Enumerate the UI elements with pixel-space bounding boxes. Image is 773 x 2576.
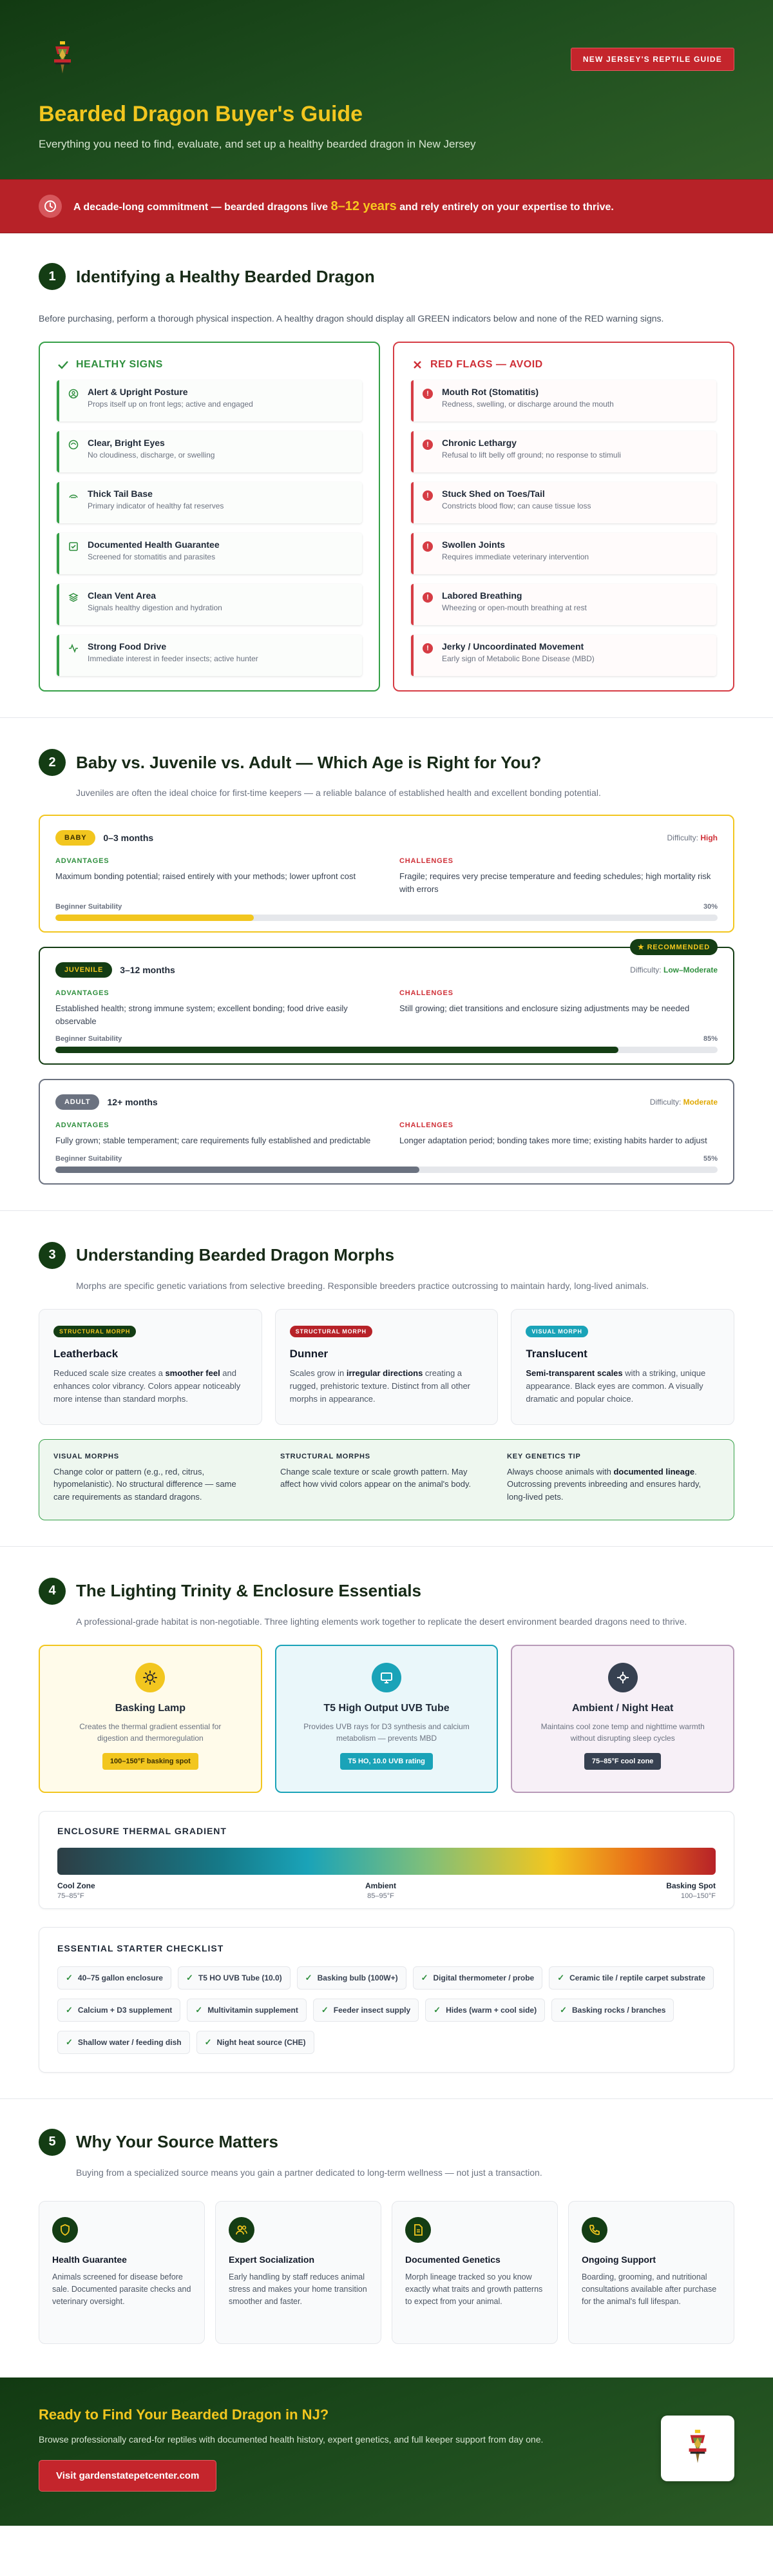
sun-icon bbox=[135, 1663, 165, 1692]
flag-description: Wheezing or open-mouth breathing at rest bbox=[442, 603, 587, 612]
age-range: 12+ months bbox=[107, 1097, 158, 1107]
sign-description: Screened for stomatitis and parasites bbox=[88, 552, 216, 561]
alert-icon: ! bbox=[421, 642, 434, 655]
starter-checklist-card bbox=[39, 1927, 734, 2073]
clock-icon bbox=[39, 195, 62, 218]
morph-type-tag: STRUCTURAL MORPH bbox=[290, 1326, 372, 1337]
age-card-adult bbox=[39, 1079, 734, 1185]
advantages-text: Established health; strong immune system; excellent bonding; food drive easily observable bbox=[55, 1003, 348, 1026]
difficulty: Difficulty: Moderate bbox=[649, 1098, 718, 1107]
sign-title: Clear, Bright Eyes bbox=[88, 438, 165, 448]
alert-icon: ! bbox=[421, 540, 434, 553]
challenges-label: CHALLENGES bbox=[399, 989, 453, 997]
flag-title: Labored Breathing bbox=[442, 590, 522, 601]
suitability-value: 85% bbox=[703, 1035, 718, 1043]
suitability-label: Beginner Suitability bbox=[55, 1154, 122, 1163]
thermal-gradient-card bbox=[39, 1811, 734, 1909]
eye-icon bbox=[67, 438, 80, 451]
suitability-bar bbox=[55, 915, 718, 921]
red-flag-item bbox=[411, 380, 716, 421]
alert-icon: ! bbox=[421, 591, 434, 604]
recommended-badge: ★ RECOMMENDED bbox=[630, 939, 718, 955]
check-icon: ✓ bbox=[66, 1972, 73, 1982]
checklist-item: ✓ Feeder insect supply bbox=[313, 1999, 419, 2022]
healthy-sign-item bbox=[57, 482, 362, 523]
gradient-label-basking: Basking Spot 100–150°F bbox=[666, 1881, 716, 1900]
why-card-desc: Boarding, grooming, and nutritional consultations available after purchase for the animal's full lifespan. bbox=[582, 2272, 717, 2307]
tail-icon bbox=[67, 489, 80, 502]
morph-card-translucent bbox=[511, 1309, 734, 1425]
age-pill: JUVENILE bbox=[55, 962, 112, 978]
advantages-text: Fully grown; stable temperament; care requirements fully established and predictable bbox=[55, 1136, 371, 1145]
suitability-fill bbox=[55, 1047, 618, 1053]
section-number: 1 bbox=[39, 263, 66, 290]
checklist-item: ✓ Night heat source (CHE) bbox=[196, 2031, 314, 2054]
section-description: Juveniles are often the ideal choice for first-time keepers — a reliable balance of established health and excellent bonding potential. bbox=[76, 788, 601, 798]
morph-name: Translucent bbox=[526, 1347, 587, 1360]
alert-icon: ! bbox=[421, 438, 434, 451]
light-spec-badge: T5 HO, 10.0 UVB rating bbox=[340, 1753, 433, 1770]
crosshair-icon bbox=[608, 1663, 638, 1692]
document-check-icon bbox=[67, 540, 80, 553]
suitability-label: Beginner Suitability bbox=[55, 903, 122, 911]
checklist-item: ✓ T5 HO UVB Tube (10.0) bbox=[178, 1966, 291, 1990]
flag-description: Redness, swelling, or discharge around the mouth bbox=[442, 400, 614, 409]
light-spec-badge: 75–85°F cool zone bbox=[584, 1753, 662, 1770]
check-icon: ✓ bbox=[195, 2004, 203, 2015]
section-lighting bbox=[0, 1547, 773, 2098]
why-card-desc: Animals screened for disease before sale. Documented parasite checks and veterinary oversight. bbox=[52, 2272, 191, 2307]
lifespan-highlight: 8–12 years bbox=[330, 199, 397, 213]
healthy-sign-item bbox=[57, 431, 362, 472]
suitability-fill bbox=[55, 915, 254, 921]
page-subtitle: Everything you need to find, evaluate, and set up a healthy bearded dragon in New Jersey bbox=[39, 138, 476, 150]
cta-title: Ready to Find Your Bearded Dragon in NJ? bbox=[39, 2406, 329, 2423]
morph-description: Semi-transparent scales with a striking, unique appearance. Black eyes are common. A visually dramatic and popular choice. bbox=[526, 1368, 706, 1404]
challenges-label: CHALLENGES bbox=[399, 1121, 453, 1129]
dragon-logo-card bbox=[661, 2416, 734, 2481]
monitor-icon bbox=[372, 1663, 401, 1692]
red-flags-panel bbox=[393, 342, 734, 692]
why-card-socialization bbox=[215, 2201, 381, 2344]
flag-title: Chronic Lethargy bbox=[442, 438, 517, 448]
section-description: A professional-grade habitat is non-negotiable. Three lighting elements work together to replicate the desert environment bearded dragons need to thrive. bbox=[76, 1616, 687, 1627]
challenges-text: Longer adaptation period; bonding takes more time; existing habits harder to adjust bbox=[399, 1136, 707, 1145]
challenges-text: Fragile; requires very precise temperature and feeding schedules; high mortality risk with errors bbox=[399, 871, 711, 894]
why-card-desc: Early handling by staff reduces animal stress and makes your home transition smoother and faster. bbox=[229, 2272, 367, 2307]
phone-icon bbox=[582, 2217, 607, 2243]
flag-title: Jerky / Uncoordinated Movement bbox=[442, 641, 584, 652]
banner-text: A decade-long commitment — bearded dragons live 8–12 years and rely entirely on your expertise to thrive. bbox=[73, 199, 614, 213]
difficulty: Difficulty: High bbox=[667, 833, 718, 842]
healthy-signs-panel bbox=[39, 342, 380, 692]
healthy-sign-item bbox=[57, 533, 362, 574]
check-icon: ✓ bbox=[421, 1972, 428, 1982]
healthy-sign-item bbox=[57, 380, 362, 421]
why-card-desc: Morph lineage tracked so you know exactly what traits and growth patterns to expect from your animal. bbox=[405, 2272, 543, 2307]
checklist-item: ✓ Basking rocks / branches bbox=[551, 1999, 674, 2022]
checklist-item: ✓ Multivitamin supplement bbox=[187, 1999, 307, 2022]
section-description: Buying from a specialized source means you gain a partner dedicated to long-term wellness — not just a transaction. bbox=[76, 2167, 542, 2178]
light-description: Maintains cool zone temp and nighttime warmth without disrupting sleep cycles bbox=[540, 1721, 705, 1743]
flag-description: Early sign of Metabolic Bone Disease (MBD) bbox=[442, 654, 595, 663]
morph-card-dunner bbox=[275, 1309, 499, 1425]
sign-description: No cloudiness, discharge, or swelling bbox=[88, 450, 215, 460]
thermal-gradient-title: ENCLOSURE THERMAL GRADIENT bbox=[57, 1825, 227, 1836]
check-icon: ✓ bbox=[560, 2004, 568, 2015]
healthy-signs-heading: HEALTHY SIGNS bbox=[76, 359, 163, 370]
check-icon bbox=[57, 358, 70, 371]
flag-title: Mouth Rot (Stomatitis) bbox=[442, 387, 539, 397]
morph-description: Reduced scale size creates a smoother feel and enhances color vibrancy. Colors appear noticeably more intense than standard morphs. bbox=[53, 1368, 241, 1404]
section-title: Baby vs. Juvenile vs. Adult — Which Age is Right for You? bbox=[76, 752, 542, 772]
section-source bbox=[0, 2099, 773, 2377]
light-title: Basking Lamp bbox=[115, 1702, 186, 1714]
check-icon: ✓ bbox=[321, 2004, 329, 2015]
sign-title: Clean Vent Area bbox=[88, 590, 157, 601]
morph-description: Scales grow in irregular directions creating a rugged, prehistoric texture. Distinct from all other morphs in appearance. bbox=[289, 1368, 471, 1404]
cta-footer bbox=[0, 2377, 773, 2526]
morph-type-tag: VISUAL MORPH bbox=[526, 1326, 587, 1337]
flag-description: Requires immediate veterinary intervention bbox=[442, 552, 589, 561]
flag-title: Swollen Joints bbox=[442, 539, 506, 550]
section-title: The Lighting Trinity & Enclosure Essentials bbox=[76, 1581, 421, 1600]
age-range: 0–3 months bbox=[103, 833, 154, 843]
shield-icon bbox=[52, 2217, 78, 2243]
hero-header bbox=[0, 0, 773, 179]
check-icon: ✓ bbox=[434, 2004, 441, 2015]
age-pill: BABY bbox=[55, 830, 95, 846]
challenges-label: CHALLENGES bbox=[399, 857, 453, 865]
gradient-label-ambient: Ambient 85–95°F bbox=[365, 1881, 396, 1900]
morph-type-tag: STRUCTURAL MORPH bbox=[53, 1326, 136, 1337]
light-description: Provides UVB rays for D3 synthesis and calcium metabolism — prevents MBD bbox=[303, 1721, 470, 1743]
checklist-item: ✓ Basking bulb (100W+) bbox=[297, 1966, 406, 1990]
dragon-logo bbox=[49, 40, 76, 79]
advantages-text: Maximum bonding potential; raised entirely with your methods; lower upfront cost bbox=[55, 871, 356, 881]
morph-info-title: KEY GENETICS TIP bbox=[507, 1452, 581, 1460]
red-flag-item bbox=[411, 533, 716, 574]
section-number: 5 bbox=[39, 2129, 66, 2156]
red-flags-heading: RED FLAGS — AVOID bbox=[430, 359, 543, 370]
alert-icon: ! bbox=[421, 489, 434, 502]
uvb-tube-card bbox=[275, 1645, 499, 1793]
light-description: Creates the thermal gradient essential for digestion and thermoregulation bbox=[79, 1721, 222, 1743]
red-flag-item bbox=[411, 482, 716, 523]
difficulty-level: Moderate bbox=[683, 1098, 718, 1107]
suitability-bar bbox=[55, 1167, 718, 1173]
document-icon bbox=[405, 2217, 431, 2243]
section-number: 2 bbox=[39, 749, 66, 776]
check-icon: ✓ bbox=[204, 2037, 212, 2047]
morph-info-text: Change color or pattern (e.g., red, citrus, hypomelanistic). No structural difference — same care requirements as standard dragons. bbox=[53, 1466, 236, 1502]
section-healthy-dragon bbox=[0, 233, 773, 717]
red-flag-item bbox=[411, 584, 716, 625]
section-title: Understanding Bearded Dragon Morphs bbox=[76, 1245, 395, 1264]
why-card-health bbox=[39, 2201, 205, 2344]
sign-title: Documented Health Guarantee bbox=[88, 539, 220, 550]
x-icon bbox=[411, 358, 424, 371]
difficulty-level: High bbox=[700, 833, 718, 842]
checklist-item: ✓ Hides (warm + cool side) bbox=[425, 1999, 545, 2022]
section-title: Identifying a Healthy Bearded Dragon bbox=[76, 266, 375, 286]
why-card-title: Health Guarantee bbox=[52, 2254, 127, 2265]
hero-badge: NEW JERSEY'S REPTILE GUIDE bbox=[571, 48, 734, 71]
section-title: Why Your Source Matters bbox=[76, 2132, 278, 2151]
suitability-label: Beginner Suitability bbox=[55, 1035, 122, 1043]
users-icon bbox=[229, 2217, 254, 2243]
red-flag-item bbox=[411, 635, 716, 676]
checklist-item: ✓ Ceramic tile / reptile carpet substrate bbox=[549, 1966, 714, 1990]
advantages-label: ADVANTAGES bbox=[55, 989, 110, 997]
difficulty-level: Low–Moderate bbox=[663, 965, 718, 974]
sign-description: Primary indicator of healthy fat reserves bbox=[88, 501, 224, 510]
cta-subtitle: Browse professionally cared-for reptiles with documented health history, expert genetics, and full keeper support from day one. bbox=[39, 2434, 544, 2445]
age-card-baby bbox=[39, 815, 734, 933]
sign-title: Thick Tail Base bbox=[88, 489, 153, 499]
layers-icon bbox=[67, 591, 80, 604]
section-description: Morphs are specific genetic variations from selective breeding. Responsible breeders practice outcrossing to maintain hardy, long-lived animals. bbox=[76, 1280, 649, 1291]
check-icon: ✓ bbox=[66, 2004, 73, 2015]
suitability-bar bbox=[55, 1047, 718, 1053]
why-card-genetics bbox=[392, 2201, 558, 2344]
advantages-label: ADVANTAGES bbox=[55, 857, 110, 865]
challenges-text: Still growing; diet transitions and enclosure sizing adjustments may be needed bbox=[399, 1003, 690, 1013]
morph-name: Dunner bbox=[289, 1347, 329, 1360]
check-icon: ✓ bbox=[557, 1972, 565, 1982]
alert-icon: ! bbox=[421, 387, 434, 400]
morph-info-title: STRUCTURAL MORPHS bbox=[280, 1452, 370, 1460]
section-morphs bbox=[0, 1211, 773, 1546]
sign-title: Alert & Upright Posture bbox=[88, 387, 188, 397]
morph-info-title: VISUAL MORPHS bbox=[53, 1452, 119, 1460]
gradient-label-cool: Cool Zone 75–85°F bbox=[57, 1881, 95, 1900]
checklist-item: ✓ Digital thermometer / probe bbox=[413, 1966, 543, 1990]
suitability-value: 30% bbox=[703, 903, 718, 911]
checklist-title: ESSENTIAL STARTER CHECKLIST bbox=[57, 1942, 224, 1953]
visit-website-button[interactable]: Visit gardenstatepetcenter.com bbox=[39, 2460, 216, 2492]
healthy-sign-item bbox=[57, 635, 362, 676]
suitability-fill bbox=[55, 1167, 419, 1173]
suitability-value: 55% bbox=[703, 1154, 718, 1163]
checklist-item: ✓ 40–75 gallon enclosure bbox=[57, 1966, 171, 1990]
activity-icon bbox=[67, 642, 80, 655]
checklist-item: ✓ Calcium + D3 supplement bbox=[57, 1999, 180, 2022]
sign-description: Signals healthy digestion and hydration bbox=[88, 603, 222, 612]
why-card-support bbox=[568, 2201, 734, 2344]
flag-description: Refusal to lift belly off ground; no response to stimuli bbox=[442, 450, 621, 460]
why-card-title: Documented Genetics bbox=[405, 2254, 501, 2265]
difficulty: Difficulty: Low–Moderate bbox=[630, 965, 718, 974]
age-card-juvenile bbox=[39, 944, 734, 1065]
flag-title: Stuck Shed on Toes/Tail bbox=[442, 489, 545, 499]
light-title: Ambient / Night Heat bbox=[572, 1702, 674, 1714]
page-title: Bearded Dragon Buyer's Guide bbox=[39, 102, 363, 126]
why-card-title: Ongoing Support bbox=[582, 2254, 656, 2265]
sign-title: Strong Food Drive bbox=[88, 641, 167, 652]
star-icon: ★ bbox=[638, 944, 645, 951]
section-description: Before purchasing, perform a thorough physical inspection. A healthy dragon should display all GREEN indicators below and none of the RED warning signs. bbox=[39, 313, 664, 324]
section-number: 3 bbox=[39, 1242, 66, 1269]
checklist-item: ✓ Shallow water / feeding dish bbox=[57, 2031, 190, 2054]
thermal-gradient-bar bbox=[57, 1848, 716, 1875]
eye-circle-icon bbox=[67, 387, 80, 400]
light-spec-badge: 100–150°F basking spot bbox=[102, 1753, 198, 1770]
healthy-sign-item bbox=[57, 584, 362, 625]
check-icon: ✓ bbox=[66, 2037, 73, 2047]
why-card-title: Expert Socialization bbox=[229, 2254, 315, 2265]
sign-description: Props itself up on front legs; active and engaged bbox=[88, 400, 253, 409]
red-flag-item bbox=[411, 431, 716, 472]
ambient-heat-card bbox=[511, 1645, 734, 1793]
advantages-label: ADVANTAGES bbox=[55, 1121, 110, 1129]
section-age-comparison bbox=[0, 718, 773, 1210]
flag-description: Constricts blood flow; can cause tissue loss bbox=[442, 501, 591, 510]
morph-info-text: Always choose animals with documented lineage. Outcrossing prevents inbreeding and ensures hardy, long-lived pets. bbox=[507, 1466, 701, 1502]
morph-info-text: Change scale texture or scale growth pattern. May affect how vivid colors appear on the animal's body. bbox=[280, 1466, 472, 1489]
dragon-logo bbox=[683, 2428, 712, 2468]
sign-description: Immediate interest in feeder insects; active hunter bbox=[88, 654, 258, 663]
morph-name: Leatherback bbox=[53, 1347, 119, 1360]
age-range: 3–12 months bbox=[120, 965, 175, 975]
check-icon: ✓ bbox=[186, 1972, 193, 1982]
morph-card-leatherback bbox=[39, 1309, 262, 1425]
age-pill: ADULT bbox=[55, 1094, 99, 1110]
section-number: 4 bbox=[39, 1578, 66, 1605]
lifespan-banner bbox=[0, 179, 773, 233]
morph-info-panel bbox=[39, 1439, 734, 1520]
basking-lamp-card bbox=[39, 1645, 262, 1793]
check-icon: ✓ bbox=[305, 1972, 312, 1982]
light-title: T5 High Output UVB Tube bbox=[323, 1702, 450, 1714]
